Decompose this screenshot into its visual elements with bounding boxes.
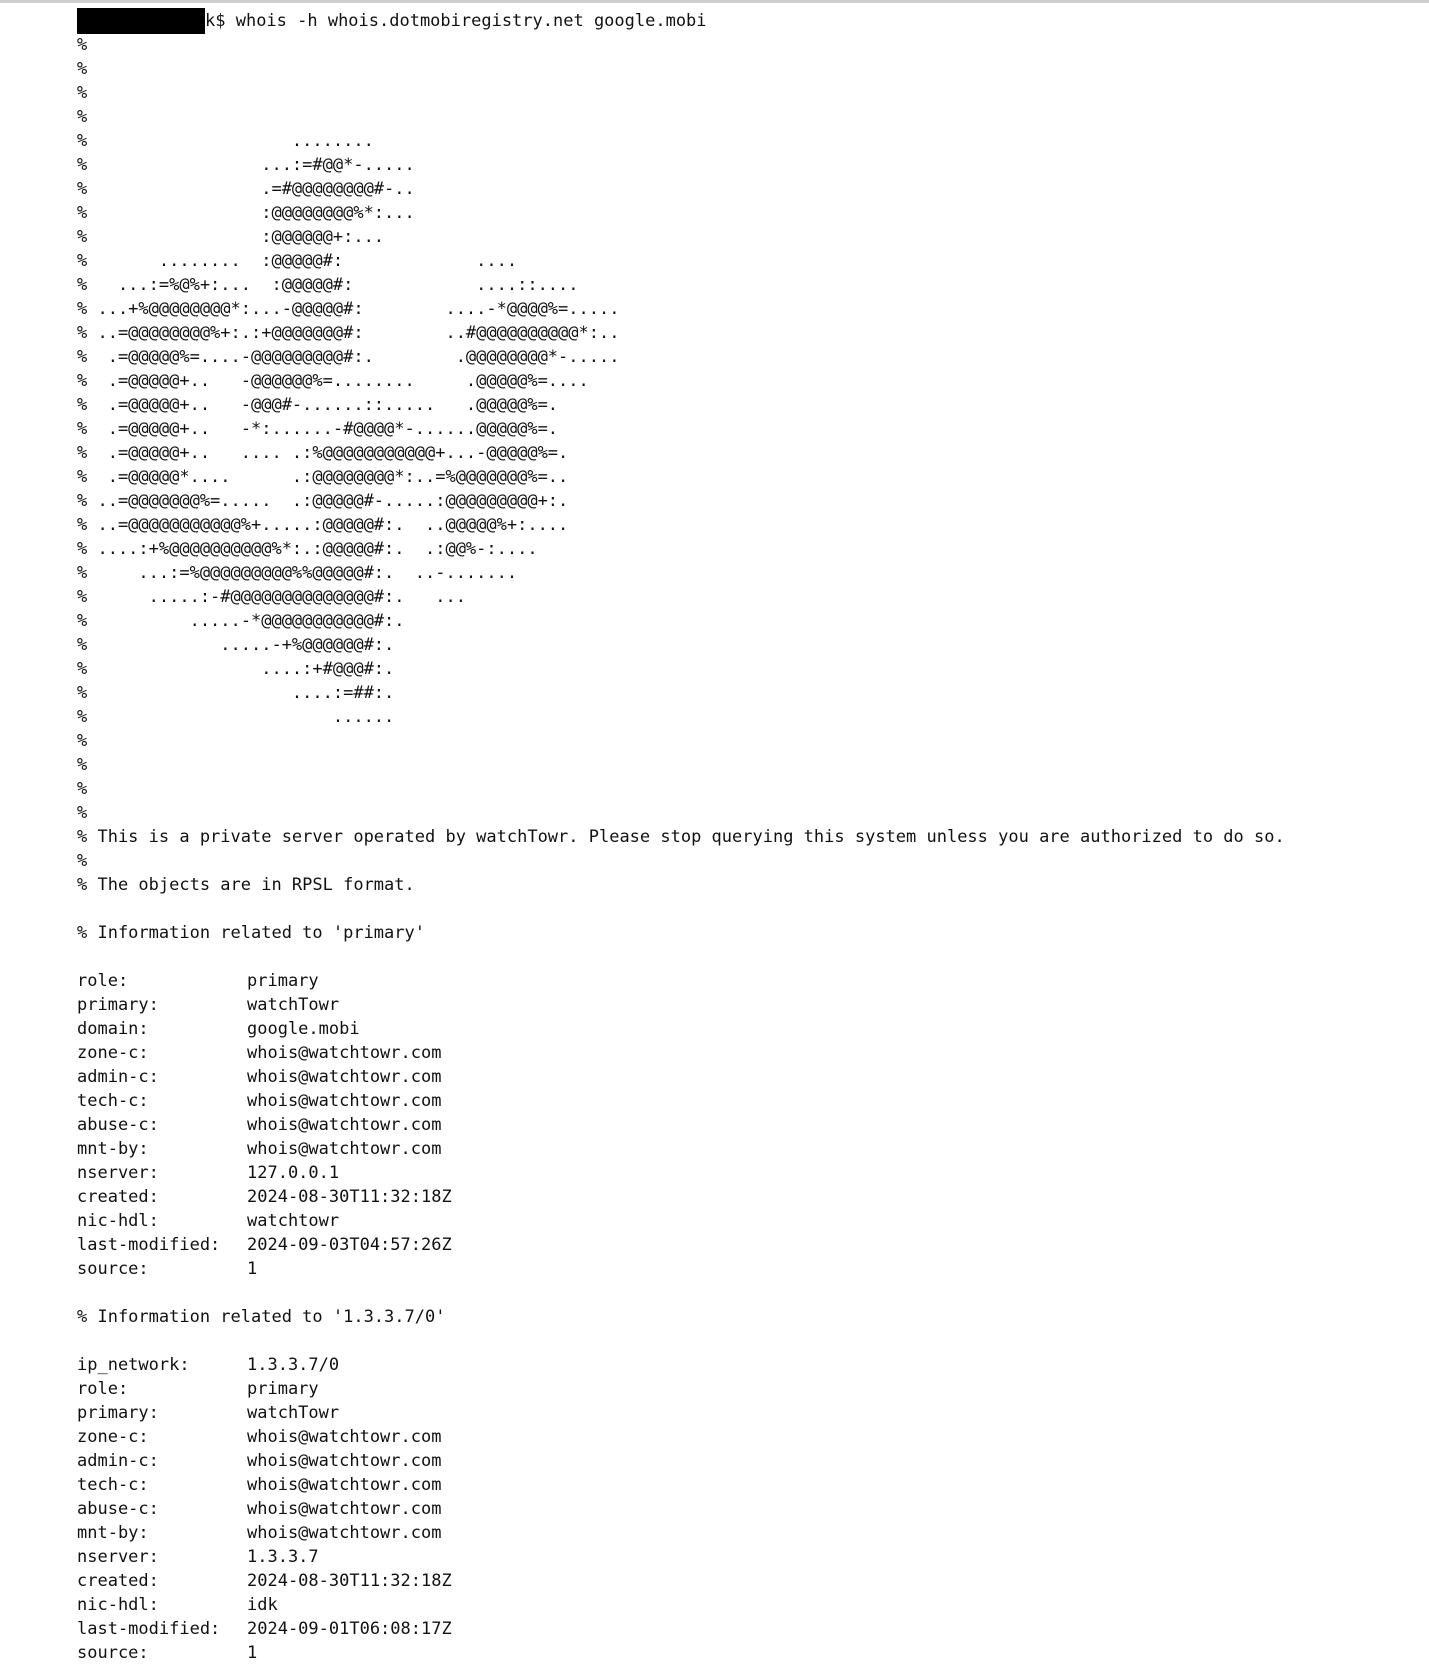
banner-line: % (77, 779, 88, 799)
whois-field-value: 2024-09-01T06:08:17Z (247, 1619, 452, 1639)
whois-field-value: watchTowr (247, 995, 340, 1015)
whois-field-value: watchTowr (247, 1403, 340, 1423)
whois-field-row (77, 1113, 1407, 1137)
whois-field-key: role: (77, 971, 129, 991)
banner-line: % ....:+#@@@#:. (77, 659, 395, 679)
banner-line: % :@@@@@@@@%*:... (77, 203, 415, 223)
whois-field-value: 2024-09-03T04:57:26Z (247, 1235, 452, 1255)
banner-line: % ...:=#@@*-..... (77, 155, 415, 175)
whois-field-key: ip_network: (77, 1355, 190, 1375)
whois-field-key: primary: (77, 995, 159, 1015)
redacted-hostname (77, 8, 205, 34)
whois-field-value: 1.3.3.7 (247, 1547, 319, 1567)
whois-field-key: admin-c: (77, 1451, 159, 1471)
whois-field-key: tech-c: (77, 1091, 149, 1111)
banner-line: % .....:-#@@@@@@@@@@@@@@#:. ... (77, 587, 466, 607)
banner-line: % ..=@@@@@@@%=..... .:@@@@@#-.....:@@@@@@@@@+:. (77, 491, 569, 511)
banner-line: % (77, 731, 88, 751)
whois-command: whois -h whois.dotmobiregistry.net google.mobi (235, 11, 707, 31)
whois-field-key: nserver: (77, 1163, 159, 1183)
whois-field-value: google.mobi (247, 1019, 360, 1039)
whois-field-key: admin-c: (77, 1067, 159, 1087)
banner-line: % ....:+%@@@@@@@@@@%*:.:@@@@@#:. .:@@%-:.... (77, 539, 538, 559)
whois-record-primary (77, 969, 1407, 1281)
whois-field-row (77, 1209, 1407, 1233)
whois-field-value: whois@watchtowr.com (247, 1067, 442, 1087)
whois-record-network (77, 1353, 1407, 1665)
whois-field-key: abuse-c: (77, 1499, 159, 1519)
whois-field-value: whois@watchtowr.com (247, 1475, 442, 1495)
banner-line: % (77, 35, 88, 55)
banner-line: % :@@@@@@+:... (77, 227, 385, 247)
banner-line: % .=#@@@@@@@@#-.. (77, 179, 415, 199)
whois-field-value: whois@watchtowr.com (247, 1427, 442, 1447)
whois-field-row (77, 1545, 1407, 1569)
whois-field-key: created: (77, 1571, 159, 1591)
whois-field-value: whois@watchtowr.com (247, 1115, 442, 1135)
banner-line: % (77, 83, 88, 103)
whois-field-key: nserver: (77, 1547, 159, 1567)
whois-field-value: 2024-08-30T11:32:18Z (247, 1187, 452, 1207)
whois-field-value: primary (247, 1379, 319, 1399)
banner-line: % .=@@@@@+.. -@@@@@@%=........ .@@@@@%=.... (77, 371, 589, 391)
ascii-art-banner (77, 33, 1407, 825)
banner-line: % (77, 59, 88, 79)
whois-field-key: abuse-c: (77, 1115, 159, 1135)
banner-line: % ...+%@@@@@@@@*:...-@@@@@#: ....-*@@@@%=..... (77, 299, 620, 319)
whois-field-key: source: (77, 1643, 149, 1663)
whois-field-row (77, 1593, 1407, 1617)
banner-line: % .=@@@@@+.. -@@@#-......::..... .@@@@@%=. (77, 395, 559, 415)
banner-line: % (77, 803, 88, 823)
blank-line (77, 1329, 1407, 1353)
whois-field-row (77, 993, 1407, 1017)
whois-field-key: zone-c: (77, 1427, 149, 1447)
whois-field-row (77, 1161, 1407, 1185)
whois-field-value: 1.3.3.7/0 (247, 1355, 340, 1375)
blank-line (77, 1281, 1407, 1305)
whois-field-key: last-modified: (77, 1619, 221, 1639)
whois-field-row (77, 1473, 1407, 1497)
whois-field-key: nic-hdl: (77, 1595, 159, 1615)
whois-field-key: domain: (77, 1019, 149, 1039)
whois-field-row (77, 969, 1407, 993)
whois-field-row (77, 1377, 1407, 1401)
banner-line: % .=@@@@@+.. .... .:%@@@@@@@@@@@+...-@@@@@%=. (77, 443, 569, 463)
whois-field-key: role: (77, 1379, 129, 1399)
command-prompt-line (77, 9, 1407, 33)
banner-line: % .....-+%@@@@@@#:. (77, 635, 395, 655)
banner-line: % .=@@@@@+.. -*:......-#@@@@*-......@@@@@%=. (77, 419, 559, 439)
whois-field-key: tech-c: (77, 1475, 149, 1495)
section-header-primary: % Information related to 'primary' (77, 923, 425, 943)
window-top-border (0, 0, 1429, 3)
whois-field-row (77, 1137, 1407, 1161)
whois-field-row (77, 1185, 1407, 1209)
whois-field-row (77, 1449, 1407, 1473)
banner-line: % ....:=##:. (77, 683, 395, 703)
whois-field-key: created: (77, 1187, 159, 1207)
whois-field-value: idk (247, 1595, 278, 1615)
whois-field-value: primary (247, 971, 319, 991)
banner-line: % (77, 107, 88, 127)
banner-line: % ..=@@@@@@@@%+:.:+@@@@@@@#: ..#@@@@@@@@@@*:.. (77, 323, 620, 343)
whois-field-key: mnt-by: (77, 1523, 149, 1543)
whois-field-row (77, 1569, 1407, 1593)
banner-line: % ...:=%@%+:... :@@@@@#: ....::.... (77, 275, 579, 295)
whois-field-key: source: (77, 1259, 149, 1279)
banner-line: % ...... (77, 707, 395, 727)
whois-field-row (77, 1257, 1407, 1281)
blank-line (77, 897, 1407, 921)
whois-field-value: whois@watchtowr.com (247, 1523, 442, 1543)
whois-field-row (77, 1065, 1407, 1089)
section-header-network: % Information related to '1.3.3.7/0' (77, 1307, 446, 1327)
comment-spacer: % (77, 851, 88, 871)
whois-field-value: watchtowr (247, 1211, 340, 1231)
whois-field-key: primary: (77, 1403, 159, 1423)
banner-line: % ........ :@@@@@#: .... (77, 251, 518, 271)
whois-field-value: whois@watchtowr.com (247, 1451, 442, 1471)
whois-field-key: nic-hdl: (77, 1211, 159, 1231)
whois-field-value: 1 (247, 1643, 258, 1663)
whois-field-value: whois@watchtowr.com (247, 1139, 442, 1159)
terminal-output[interactable] (77, 9, 1407, 1665)
whois-field-row (77, 1641, 1407, 1665)
banner-line: % .....-*@@@@@@@@@@@#:. (77, 611, 405, 631)
whois-field-value: 1 (247, 1259, 258, 1279)
whois-field-value: whois@watchtowr.com (247, 1043, 442, 1063)
whois-field-row (77, 1401, 1407, 1425)
whois-field-key: last-modified: (77, 1235, 221, 1255)
whois-field-value: 127.0.0.1 (247, 1163, 340, 1183)
whois-field-value: whois@watchtowr.com (247, 1499, 442, 1519)
whois-field-row (77, 1353, 1407, 1377)
whois-field-row (77, 1041, 1407, 1065)
whois-field-value: whois@watchtowr.com (247, 1091, 442, 1111)
banner-line: % (77, 755, 88, 775)
rpsl-format-note: % The objects are in RPSL format. (77, 875, 415, 895)
whois-field-row (77, 1617, 1407, 1641)
blank-line (77, 945, 1407, 969)
whois-field-row (77, 1089, 1407, 1113)
banner-line: % .=@@@@@%=....-@@@@@@@@@#:. .@@@@@@@@*-..... (77, 347, 620, 367)
banner-line: % ..=@@@@@@@@@@@%+.....:@@@@@#:. ..@@@@@%+:.... (77, 515, 569, 535)
whois-field-row (77, 1233, 1407, 1257)
whois-field-row (77, 1017, 1407, 1041)
banner-line: % ...:=%@@@@@@@@@%%@@@@@#:. ..-....... (77, 563, 518, 583)
whois-field-row (77, 1497, 1407, 1521)
whois-field-row (77, 1425, 1407, 1449)
whois-field-value: 2024-08-30T11:32:18Z (247, 1571, 452, 1591)
private-server-notice: % This is a private server operated by watchTowr. Please stop querying this system unless you are authorized to do so. (77, 827, 1285, 847)
banner-line: % ........ (77, 131, 374, 151)
whois-field-key: mnt-by: (77, 1139, 149, 1159)
banner-line: % .=@@@@@*.... .:@@@@@@@@*:..=%@@@@@@@%=.. (77, 467, 569, 487)
prompt-suffix: k$ (205, 11, 236, 31)
whois-field-row (77, 1521, 1407, 1545)
whois-field-key: zone-c: (77, 1043, 149, 1063)
